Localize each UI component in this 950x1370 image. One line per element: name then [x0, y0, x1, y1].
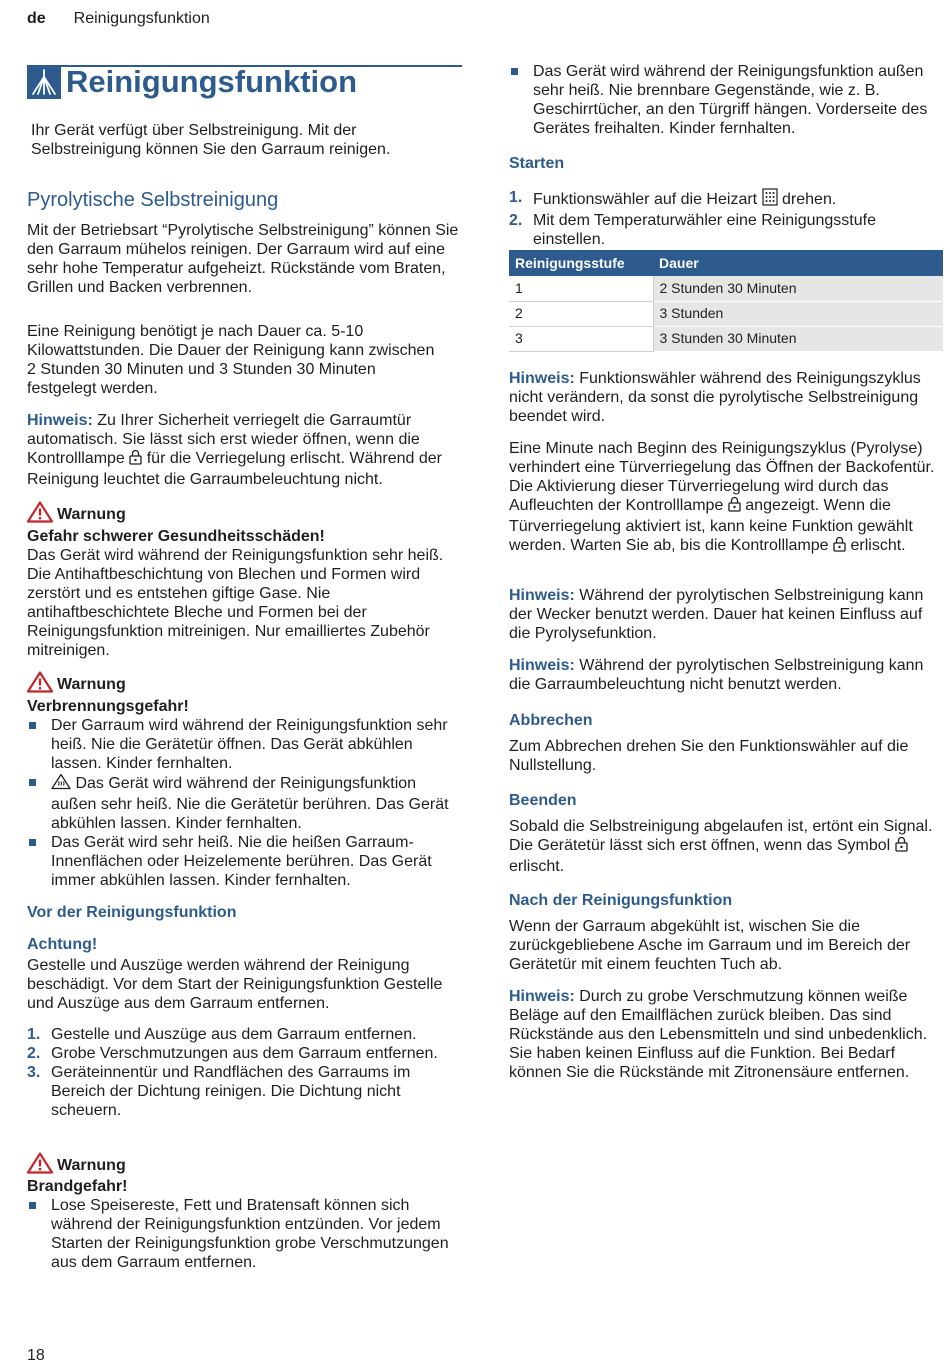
column-header: Reinigungsstufe	[509, 250, 653, 276]
page-header	[27, 9, 210, 28]
hint-lock	[27, 411, 463, 489]
start-steps	[509, 188, 945, 249]
table-cell: 2 Stunden 30 Minuten	[653, 276, 943, 301]
column-header: Dauer	[653, 250, 943, 276]
hint-label: Hinweis:	[509, 587, 575, 604]
table-cell: 3	[509, 326, 653, 351]
hint-label: Hinweis:	[509, 370, 575, 387]
step-item: 3. Geräteinnentür und Randflächen des Garraums im Bereich der Dichtung reinigen. Die Dichtung nicht scheuern.	[27, 1064, 411, 1119]
warning-3-title: Brandgefahr!	[27, 1178, 128, 1195]
list-item: Lose Speisereste, Fett und Bratensaft können sich während der Reinigungsfunktion entzünden. Vor jedem Starten der Reinigungsfunktion grobe Verschmutzungen aus dem Garraum entfernen.	[27, 1196, 463, 1272]
step-item: 1. Gestelle und Auszüge aus dem Garraum entfernen.	[27, 1026, 417, 1043]
list-item: Der Garraum wird während der Reinigungsfunktion sehr heiß. Nie die Gerätetür öffnen. Das Gerät abkühlen lassen. Kinder fernhalten.	[27, 716, 463, 773]
end-heading: Beenden	[509, 792, 577, 809]
lock-icon	[895, 836, 908, 857]
abort-heading: Abbrechen	[509, 712, 593, 729]
step-item: 2. Mit dem Temperaturwähler eine Reinigungsstufe einstellen.	[509, 212, 876, 248]
table-header-row	[509, 250, 943, 276]
lock-icon	[728, 496, 741, 517]
table-row	[509, 276, 943, 301]
before-heading: Vor der Reinigungsfunktion	[27, 904, 237, 921]
warning-3-text: Warnung	[57, 1157, 126, 1174]
table-cell: 1	[509, 276, 653, 301]
warning-1-label	[27, 501, 126, 528]
page-title: Reinigungsfunktion	[66, 64, 358, 99]
lock-icon	[129, 449, 142, 470]
warning-1-title: Gefahr schwerer Gesundheitsschäden!	[27, 528, 325, 545]
list-item: Das Gerät wird während der Reinigungsfunktion außen sehr heiß. Nie brennbare Gegenstände, wie z. B. Geschirrtücher, an den Türgriff hängen. Vorderseite des Gerätes freihalten. Kinder fernhalten.	[509, 62, 945, 138]
start-heading: Starten	[509, 155, 565, 172]
list-item: Das Gerät wird während der Reinigungsfunktion außen sehr heiß. Nie die Gerätetür berühren. Das Gerät abkühlen lassen. Kinder fernhalten.	[27, 773, 463, 833]
warning-2-text: Warnung	[57, 676, 126, 693]
hint-timer: Hinweis: Während der pyrolytischen Selbstreinigung kann der Wecker benutzt werden. Dauer hat keinen Einfluss auf die Pyrolysefunktion.	[509, 587, 924, 642]
step-item: 1. Funktionswähler auf die Heizart drehen.	[509, 188, 945, 211]
end-paragraph: Sobald die Selbstreinigung abgelaufen ist, ertönt ein Signal. Die Gerätetür lässt sich erst öffnen, wenn das Symbol erlischt.	[509, 818, 933, 875]
door-lock-paragraph: Eine Minute nach Beginn des Reinigungszyklus (Pyrolyse) verhindert eine Türverriegelung das Öffnen der Backofentür. Die Aktivierung dieser Türverriegelung wird durch das Aufleuchten der Kontrolllampe angezeigt. Wenn die Türverriegelung aktiviert ist, kann keine Funktion gewählt werden. Warten Sie ab, bis die Kontrolllampe erlischt.	[509, 439, 945, 557]
table-row	[509, 326, 943, 351]
intro-text: Ihr Gerät verfügt über Selbstreinigung. Mit der Selbstreinigung können Sie den Garraum reinigen.	[31, 122, 391, 158]
table-cell: 3 Stunden	[653, 301, 943, 326]
pyrolysis-mode-icon	[762, 188, 778, 211]
hint-text-b: für die Verriegelung erlischt. Während der Reinigung leuchtet die Garraumbeleuchtung nicht.	[27, 450, 442, 488]
caution-text: Gestelle und Auszüge werden während der Reinigung beschädigt. Vor dem Start der Reinigungsfunktion Gestelle und Auszüge aus dem Garraum entfernen.	[27, 957, 443, 1012]
list-item: Das Gerät wird sehr heiß. Nie die heißen Garraum-Innenflächen oder Heizelemente berühren. Das Gerät immer abkühlen lassen. Kinder fernhalten.	[27, 833, 463, 890]
warning-1-text: Warnung	[57, 506, 126, 523]
after-text: Wenn der Garraum abgekühlt ist, wischen Sie die zurückgebliebene Asche im Garraum und im Bereich der Gerätetür mit einem feuchten Tuch ab.	[509, 918, 911, 973]
warning-triangle-icon	[27, 501, 53, 528]
preparation-steps	[27, 1025, 463, 1120]
header-section-title: Reinigungsfunktion	[73, 10, 210, 27]
hint-label: Hinweis:	[27, 412, 93, 429]
table-cell: 3 Stunden 30 Minuten	[653, 326, 943, 351]
cleaning-level-table	[509, 250, 943, 352]
lock-icon	[833, 536, 846, 557]
warning-triangle-icon	[27, 671, 53, 698]
after-heading: Nach der Reinigungsfunktion	[509, 892, 733, 909]
warning-3-list	[27, 1196, 463, 1272]
cleaning-spray-icon	[27, 65, 61, 99]
caution-label: Achtung!	[27, 936, 98, 953]
hint-selector: Hinweis: Funktionswähler während des Reinigungszyklus nicht verändern, da sonst die pyrolytische Selbstreinigung beendet wird.	[509, 370, 921, 425]
abort-text: Zum Abbrechen drehen Sie den Funktionswähler auf die Nullstellung.	[509, 738, 909, 774]
warning-1-body: Das Gerät wird während der Reinigungsfunktion sehr heiß. Die Antihaftbeschichtung von Blechen und Formen wird zerstört und es entstehen giftige Gase. Nie antihaftbeschichtete Bleche und Formen bei der Reinigungsfunktion mitreinigen. Nur emailliertes Zubehör mitreinigen.	[27, 547, 444, 659]
warning-2-list	[27, 716, 463, 890]
warning-3-label	[27, 1152, 126, 1179]
hint-text-a: Zu Ihrer Sicherheit verriegelt die Garraumtür automatisch. Sie lässt sich erst wieder öffnen, wenn die Kontrolllampe	[27, 412, 420, 467]
warning-2-label	[27, 671, 126, 698]
language-code: de	[27, 10, 46, 27]
pyro-paragraph-2: Eine Reinigung benötigt je nach Dauer ca. 5-10 Kilowattstunden. Die Dauer der Reinigung kann zwischen 2 Stunden 30 Minuten und 3 Stunden 30 Minuten festgelegt werden.	[27, 323, 435, 397]
table-cell: 2	[509, 301, 653, 326]
hot-outside-list	[509, 62, 945, 138]
pyro-heading: Pyrolytische Selbstreinigung	[27, 189, 279, 211]
pyro-paragraph-1: Mit der Betriebsart “Pyrolytische Selbstreinigung” können Sie den Garraum mühelos reinigen. Der Garraum wird auf eine sehr hohe Temperatur aufgeheizt. Rückstände vom Braten, Grillen und Backen verbrennen.	[27, 222, 459, 296]
warning-2-title: Verbrennungsgefahr!	[27, 698, 189, 715]
hot-surface-icon	[51, 773, 71, 795]
hint-residue: Hinweis: Durch zu grobe Verschmutzung können weiße Beläge auf den Emailflächen zurück bleiben. Das sind Rückstände aus den Lebensmitteln und sind unbedenklich. Sie haben keinen Einfluss auf die Funktion. Bei Bedarf können Sie die Rückstände mit Zitronensäure entfernen.	[509, 988, 928, 1081]
hint-light: Hinweis: Während der pyrolytischen Selbstreinigung kann die Garraumbeleuchtung nicht benutzt werden.	[509, 657, 924, 693]
hint-label: Hinweis:	[509, 988, 575, 1005]
hint-label: Hinweis:	[509, 657, 575, 674]
warning-triangle-icon	[27, 1152, 53, 1179]
step-item: 2. Grobe Verschmutzungen aus dem Garraum entfernen.	[27, 1045, 438, 1062]
table-row	[509, 301, 943, 326]
page-number: 18	[27, 1347, 45, 1364]
